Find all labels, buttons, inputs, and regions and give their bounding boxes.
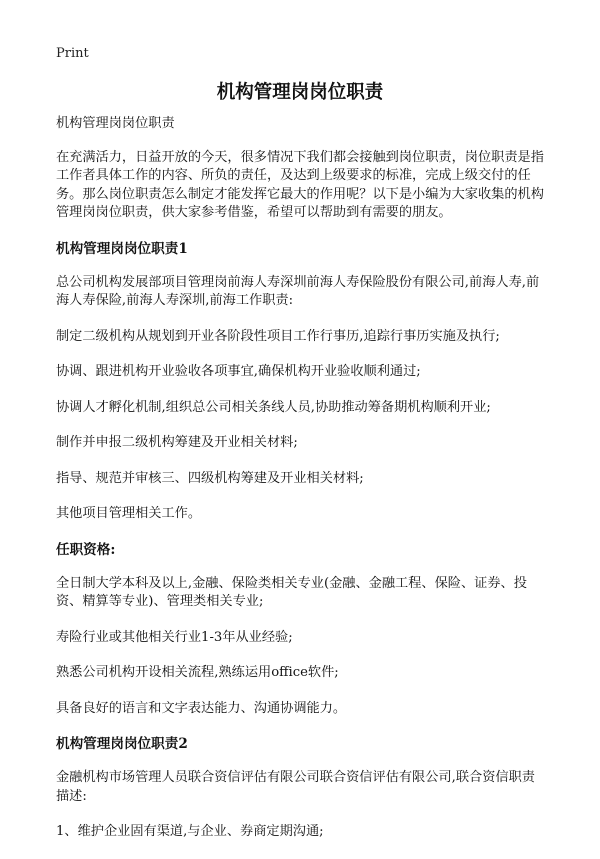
qualification-paragraph: 寿险行业或其他相关行业1-3年从业经验; bbox=[56, 629, 293, 645]
print-link[interactable]: Print bbox=[56, 46, 89, 61]
responsibility-paragraph: 指导、规范并审核三、四级机构筹建及开业相关材料; bbox=[56, 470, 364, 486]
page-title: 机构管理岗岗位职责 bbox=[216, 82, 384, 103]
document-subtitle: 机构管理岗岗位职责 bbox=[56, 116, 175, 131]
section-heading-responsibilities-2: 机构管理岗岗位职责2 bbox=[56, 736, 188, 752]
responsibility-paragraph: 1、维护企业固有渠道,与企业、券商定期沟通; bbox=[56, 824, 324, 839]
qualification-paragraph: 熟悉公司机构开设相关流程,熟练运用office软件; bbox=[56, 665, 339, 680]
intro-paragraph: 在充满活力，日益开放的今天，很多情况下我们都会接触到岗位职责，岗位职责是指工作者具体工作的内容、所负的责任，及达到上级要求的标准，完成上级交付的任务。那么岗位职责怎么制定才能发挥它最大的作用呢？以下是小编为大家收集的机构管理岗岗位职责，供大家参考借鉴，希望可以帮助到有需要的朋友。 bbox=[56, 149, 544, 220]
responsibility-paragraph: 金融机构市场管理人员联合资信评估有限公司联合资信评估有限公司,联合资信职责描述: bbox=[56, 770, 535, 804]
responsibility-paragraph: 总公司机构发展部项目管理岗前海人寿深圳前海人寿保险股份有限公司,前海人寿,前海人寿保险,前海人寿深圳,前海工作职责: bbox=[56, 274, 540, 308]
qualification-paragraph: 全日制大学本科及以上,金融、保险类相关专业(金融、金融工程、保险、证券、投资、精算等专业)、管理类相关专业; bbox=[56, 575, 527, 609]
responsibility-paragraph: 制作并申报二级机构筹建及开业相关材料; bbox=[56, 435, 298, 450]
responsibility-paragraph: 制定二级机构从规划到开业各阶段性项目工作行事历,追踪行事历实施及执行; bbox=[56, 328, 500, 344]
responsibility-paragraph: 协调、跟进机构开业验收各项事宜,确保机构开业验收顺利通过; bbox=[56, 364, 421, 379]
responsibility-paragraph: 其他项目管理相关工作。 bbox=[56, 506, 202, 521]
section-heading-qualifications: 任职资格: bbox=[56, 541, 116, 558]
qualification-paragraph: 具备良好的语言和文字表达能力、沟通协调能力。 bbox=[56, 700, 347, 716]
document-body bbox=[56, 115, 546, 859]
section-heading-responsibilities-1: 机构管理岗岗位职责1 bbox=[56, 240, 188, 257]
responsibility-paragraph: 协调人才孵化机制,组织总公司相关条线人员,协助推动筹备期机构顺利开业; bbox=[56, 399, 491, 415]
